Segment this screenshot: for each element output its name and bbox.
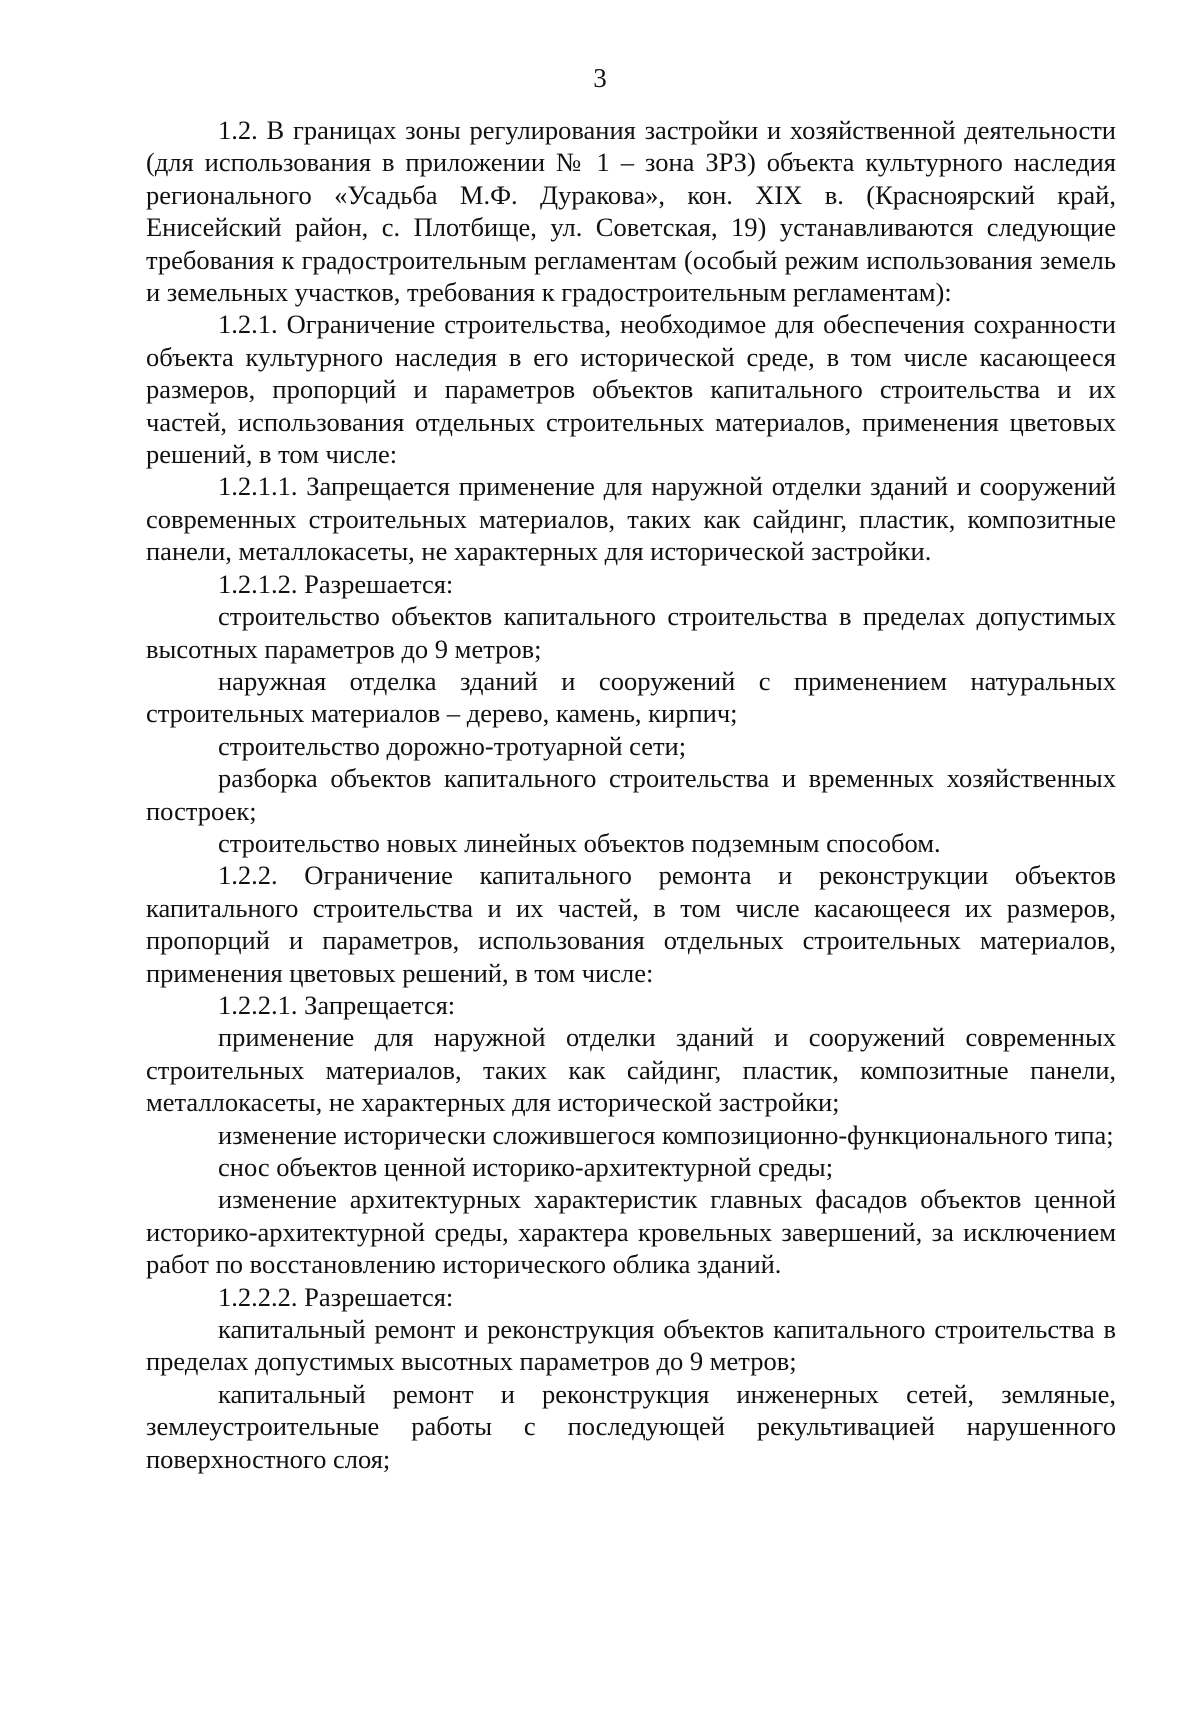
list-item: изменение архитектурных характеристик главных фасадов объектов ценной историко-архитектурной среды, характера кровельных завершений, за исключением работ по восстановлению исторического облика зданий. — [146, 1184, 1116, 1280]
paragraph-1-2-2-1: 1.2.2.1. Запрещается: — [218, 989, 456, 1020]
page-number: 3 — [593, 63, 607, 93]
list-item: капитальный ремонт и реконструкция объектов капитального строительства в пределах допустимых высотных параметров до 9 метров; — [146, 1314, 1116, 1377]
list-item: строительство новых линейных объектов подземным способом. — [218, 827, 941, 858]
list-item: строительство дорожно-тротуарной сети; — [218, 730, 687, 761]
list-item: разборка объектов капитального строительства и временных хозяйственных построек; — [146, 763, 1116, 826]
list-item: изменение исторически сложившегося композиционно-функционального типа; — [218, 1119, 1114, 1150]
list-item: применение для наружной отделки зданий и сооружений современных строительных материалов, таких как сайдинг, пластик, композитные панели, металлокасеты, не характерных для исторической застройки; — [146, 1022, 1116, 1118]
paragraph-1-2-2-2: 1.2.2.2. Разрешается: — [218, 1281, 454, 1312]
paragraph-1-2: 1.2. В границах зоны регулирования застройки и хозяйственной деятельности (для использования в приложении № 1 – зона ЗРЗ) объекта культурного наследия регионального «Усадьба М.Ф. Дуракова», кон. XIX в. (Красноярский край, Енисейский район, с. Плотбище, ул. Советская, 19) устанавливаются следующие требования к градостроительным регламентам (особый режим использования земель и земельных участков, требования к градостроительным регламентам): — [146, 115, 1116, 308]
list-item: капитальный ремонт и реконструкция инженерных сетей, земляные, землеустроительные работы с последующей рекультивацией нарушенного поверхностного слоя; — [146, 1378, 1116, 1474]
paragraph-1-2-1-2: 1.2.1.2. Разрешается: — [218, 568, 454, 599]
list-item: строительство объектов капитального строительства в пределах допустимых высотных параметров до 9 метров; — [146, 601, 1116, 664]
list-item: наружная отделка зданий и сооружений с применением натуральных строительных материалов – дерево, камень, кирпич; — [146, 665, 1116, 729]
document-body — [146, 114, 1116, 1475]
paragraph-1-2-1: 1.2.1. Ограничение строительства, необходимое для обеспечения сохранности объекта культурного наследия в его исторической среде, в том числе касающееся размеров, пропорций и параметров объектов капитального строительства и их частей, использования отдельных строительных материалов, применения цветовых решений, в том числе: — [146, 309, 1116, 470]
paragraph-1-2-1-1: 1.2.1.1. Запрещается применение для наружной отделки зданий и сооружений современных строительных материалов, таких как сайдинг, пластик, композитные панели, металлокасеты, не характерных для исторической застройки. — [146, 471, 1116, 567]
list-item: снос объектов ценной историко-архитектурной среды; — [218, 1152, 834, 1182]
paragraph-1-2-2: 1.2.2. Ограничение капитального ремонта и реконструкции объектов капитального строительства и их частей, в том числе касающееся их размеров, пропорций и параметров, использования отдельных строительных материалов, применения цветовых решений, в том числе: — [146, 860, 1116, 988]
